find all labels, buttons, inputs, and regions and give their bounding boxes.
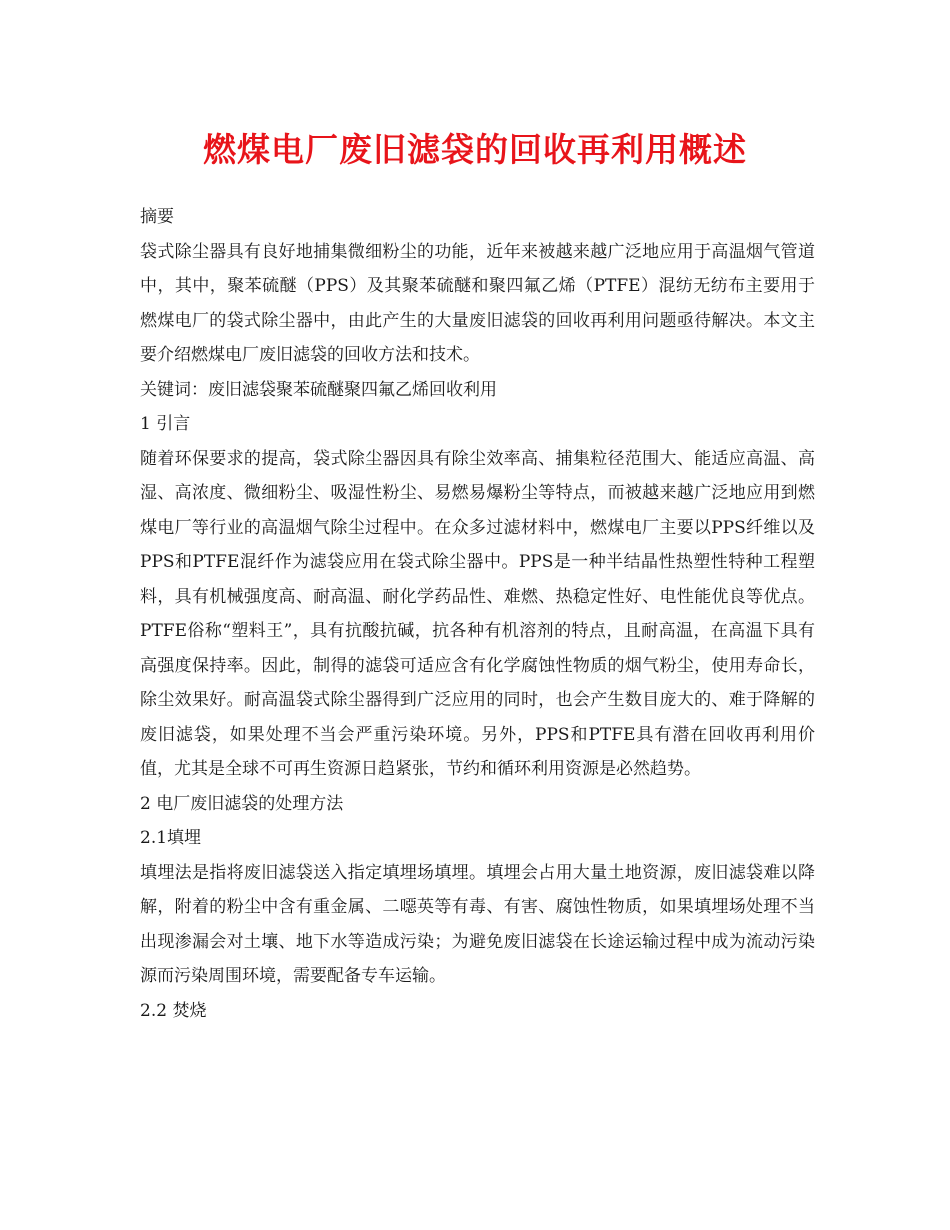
abstract-paragraph: 袋式除尘器具有良好地捕集微细粉尘的功能，近年来被越来越广泛地应用于高温烟气管道中，其中，聚苯硫醚（PPS）及其聚苯硫醚和聚四氟乙烯（PTFE）混纺无纺布主要用于燃煤电厂的袋式除尘器中，由此产生的大量废旧滤袋的回收再利用问题亟待解决。本文主要介绍燃煤电厂废旧滤袋的回收方法和技术。 — [140, 241, 815, 365]
section-2-1-heading: 2.1填埋 — [140, 828, 202, 848]
section-2-heading: 2 电厂废旧滤袋的处理方法 — [140, 793, 344, 814]
section-2-1-paragraph: 填埋法是指将废旧滤袋送入指定填埋场填埋。填埋会占用大量土地资源，废旧滤袋难以降解，附着的粉尘中含有重金属、二噁英等有毒、有害、腐蚀性物质，如果填埋场处理不当出现渗漏会对土壤、地下水等造成污染；为避免废旧滤袋在长途运输过程中成为流动污染源而污染周围环境，需要配备专车运输。 — [140, 862, 815, 986]
section-2-2-heading: 2.2 焚烧 — [140, 1000, 207, 1021]
section-1-heading: 1 引言 — [140, 414, 191, 434]
section-1-paragraph: 随着环保要求的提高，袋式除尘器因具有除尘效率高、捕集粒径范围大、能适应高温、高湿、高浓度、微细粉尘、吸湿性粉尘、易燃易爆粉尘等特点，而被越来越广泛地应用到燃煤电厂等行业的高温烟气除尘过程中。在众多过滤材料中，燃煤电厂主要以PPS纤维以及PPS和PTFE混纤作为滤袋应用在袋式除尘器中。PPS是一种半结晶性热塑性特种工程塑料，具有机械强度高、耐高温、耐化学药品性、难燃、热稳定性好、电性能优良等优点。PTFE俗称“塑料王”，具有抗酸抗碱，抗各种有机溶剂的特点，且耐高温，在高温下具有高强度保持率。因此，制得的滤袋可适应含有化学腐蚀性物质的烟气粉尘，使用寿命长，除尘效果好。耐高温袋式除尘器得到广泛应用的同时，也会产生数目庞大的、难于降解的废旧滤袋，如果处理不当会严重污染环境。另外，PPS和PTFE具有潜在回收再利用价值，尤其是全球不可再生资源日趋紧张，节约和循环利用资源是必然趋势。 — [140, 448, 815, 779]
document-body — [140, 200, 815, 1028]
keywords-line: 关键词：废旧滤袋聚苯硫醚聚四氟乙烯回收利用 — [140, 379, 497, 400]
document-title: 燃煤电厂废旧滤袋的回收再利用概述 — [203, 130, 747, 169]
abstract-heading: 摘要 — [140, 207, 174, 227]
